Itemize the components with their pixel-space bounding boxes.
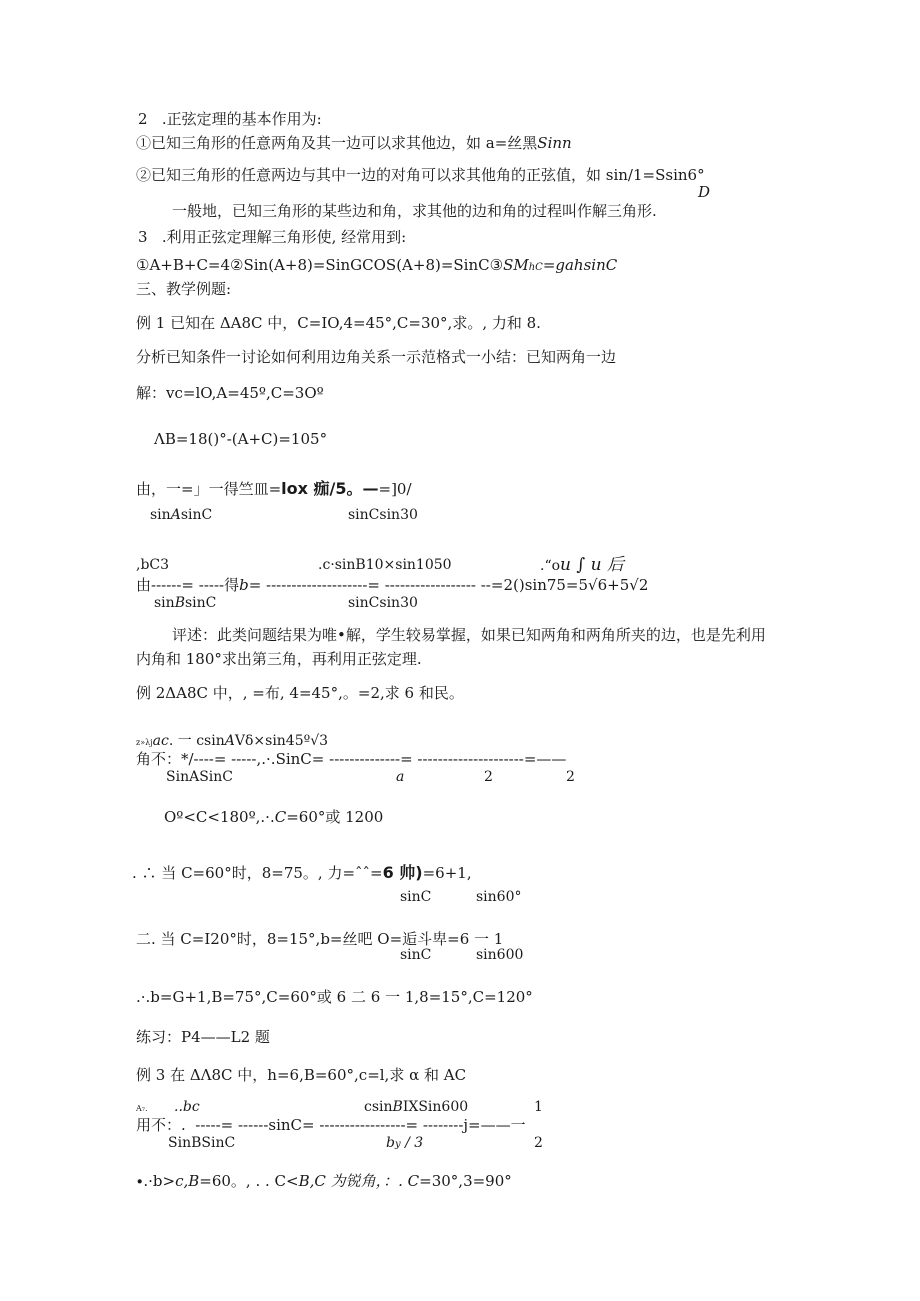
subscript-span: hC [528, 262, 543, 273]
text-span: ∙.·b> [136, 1172, 176, 1190]
text-span: sin [150, 507, 171, 523]
fraction-denominator: sinC [400, 889, 432, 905]
fraction-denominator-line [154, 594, 216, 612]
formula-span: c,B [175, 1172, 200, 1190]
fraction-denominator-line [150, 506, 212, 524]
text-span: csin [364, 1099, 393, 1115]
formula-span: u ∫ u 后 [560, 555, 625, 575]
fraction-numerator: ..bc [174, 1099, 200, 1115]
subscript-span: y [394, 1139, 401, 1150]
fraction-numerator-line [136, 480, 412, 498]
formula-span: A [224, 733, 235, 749]
case-line [132, 864, 472, 882]
formula-span: B,C 为锐角，：. C [298, 1172, 420, 1190]
fraction-denominator: sinC [400, 947, 432, 963]
fraction-denominator: 2 [484, 769, 493, 785]
fraction-denominator: a [396, 769, 405, 785]
conclusion-line: .·.b=G+1,B=75°,C=60°或 6 二 6 一 1,8=15°,C=120° [136, 988, 533, 1006]
example-2-heading: 例 2ΔA8C 中，, =布, 4=45°,。=2,求 6 和民。 [136, 684, 464, 702]
text-span: =60。, . . C< [199, 1172, 299, 1190]
item-2-heading: 2 .正弦定理的基本作用为: [138, 110, 322, 128]
text-span: = --------------------= ------------------ --=2()sin75=5√6+5√2 [248, 576, 649, 594]
example-3-heading: 例 3 在 ΔΛ8C 中，h=6,B=60°,c=l,求 α 和 AC [136, 1066, 467, 1084]
case-line: 二. 当 C=I20°时，8=15°,b=丝吧 O=逅斗卑=6 一 1 [136, 930, 504, 948]
fraction-denominator: sinCsin30 [348, 507, 418, 523]
text-line [540, 556, 624, 575]
text-line [136, 134, 572, 152]
fraction-denominator: SinASinC [166, 769, 233, 785]
garbled-formula: 6 帅) [382, 863, 423, 882]
text-span: ①已知三角形的任意两角及其一边可以求其他边，如 a=丝黑 [136, 134, 538, 152]
fraction-denominator: 2 [566, 769, 575, 785]
fraction-numerator-line [136, 732, 328, 752]
garbled-formula: lox 痂/5。— [281, 479, 379, 498]
exercise-line: 练习：P4——L2 题 [136, 1028, 270, 1046]
fraction-denominator: 2 [534, 1135, 543, 1151]
formula-span: =gahsinC [542, 256, 618, 274]
formula-span: ac [152, 733, 169, 749]
formula-span: B [174, 595, 185, 611]
fraction-denominator: sin600 [476, 947, 524, 963]
text-span: Oº<C<180º,.·. [164, 808, 275, 826]
formula-fragment: D [698, 183, 711, 201]
text-span: sinC [184, 595, 217, 611]
fraction-numerator-line [136, 1098, 148, 1118]
fraction-numerator [364, 1098, 468, 1116]
formula-span: b [386, 1135, 395, 1151]
text-span: . 一 csin [168, 733, 225, 749]
fraction-denominator [386, 1134, 423, 1154]
text-span: sin [154, 595, 175, 611]
text-span: z»λj [136, 738, 153, 747]
text-span: =30°,3=90° [419, 1172, 512, 1190]
text-span: 由，一=」一得竺皿= [136, 480, 282, 498]
text-span: Vδ×sin45º√3 [234, 733, 329, 749]
paragraph-line: 评述：此类问题结果为唯•解，学生较易掌握，如果已知两角和两角所夹的边，也是先利用 [172, 626, 766, 644]
formula-span: Sinn [537, 134, 572, 152]
fraction-line: 用不：. -----= ------sinC= -----------------= --------j=——一 [136, 1116, 526, 1134]
text-span: =6+1, [422, 864, 472, 882]
formula-span: A [170, 507, 181, 523]
text-span: ①A+B+C=4②Sin(A+8)=SinGCOS(A+8)=SinC③ [136, 256, 504, 274]
text-span: sinC [180, 507, 213, 523]
text-span: =]0/ [378, 480, 412, 498]
formula-span: / 3 [400, 1135, 424, 1151]
text-line: 解：vc=lO,A=45º,C=3Oº [136, 384, 324, 402]
conclusion-line [136, 1172, 512, 1190]
paragraph-line: 内角和 180°求出第三角，再利用正弦定理. [136, 650, 422, 668]
fraction-numerator: .c·sinB10×sin1050 [318, 557, 452, 573]
fraction-numerator: ,bC3 [136, 557, 170, 573]
section-heading: 三、教学例题: [136, 280, 232, 298]
fraction-line [136, 576, 648, 594]
text-line: ②已知三角形的任意两边与其中一边的对角可以求其他角的正弦值，如 sin/1=Ssin6° [136, 166, 705, 184]
text-span: =60°或 1200 [286, 808, 384, 826]
item-3-heading: 3 .利用正弦定理解三角形使, 经常用到: [138, 228, 407, 246]
fraction-numerator: 1 [534, 1099, 543, 1115]
formula-span: b [239, 576, 249, 594]
text-line: ΛB=18()°-(A+C)=105° [154, 430, 328, 448]
formula-span: C [274, 808, 287, 826]
text-span: 由------= -----得 [136, 576, 240, 594]
fraction-denominator: sinCsin30 [348, 595, 418, 611]
text-line: 分析已知条件一讨论如何利用边角关系一示范格式一小结：已知两角一边 [136, 348, 617, 366]
text-span: . ∴ 当 C=60°时，8=75。, 力=ˆˆ= [132, 864, 383, 882]
formula-span: B [392, 1099, 403, 1115]
formula-line [136, 256, 617, 277]
text-span: IXSin600 [402, 1099, 469, 1115]
text-line [164, 808, 383, 826]
formula-span: SM [503, 256, 529, 274]
fraction-denominator: SinBSinC [168, 1135, 236, 1151]
text-span: A₇. [136, 1104, 148, 1113]
paragraph-line: 一般地，已知三角形的某些边和角，求其他的边和角的过程叫作解三角形. [172, 202, 657, 220]
fraction-denominator: sin60° [476, 889, 522, 905]
fraction-line: 角不：*/----= -----,.·.SinC= --------------= ---------------------=—— [136, 750, 567, 768]
text-span: .“o [540, 558, 561, 574]
example-1-heading: 例 1 已知在 ΔA8C 中，C=IO,4=45°,C=30°,求。, 力和 8. [136, 314, 541, 332]
